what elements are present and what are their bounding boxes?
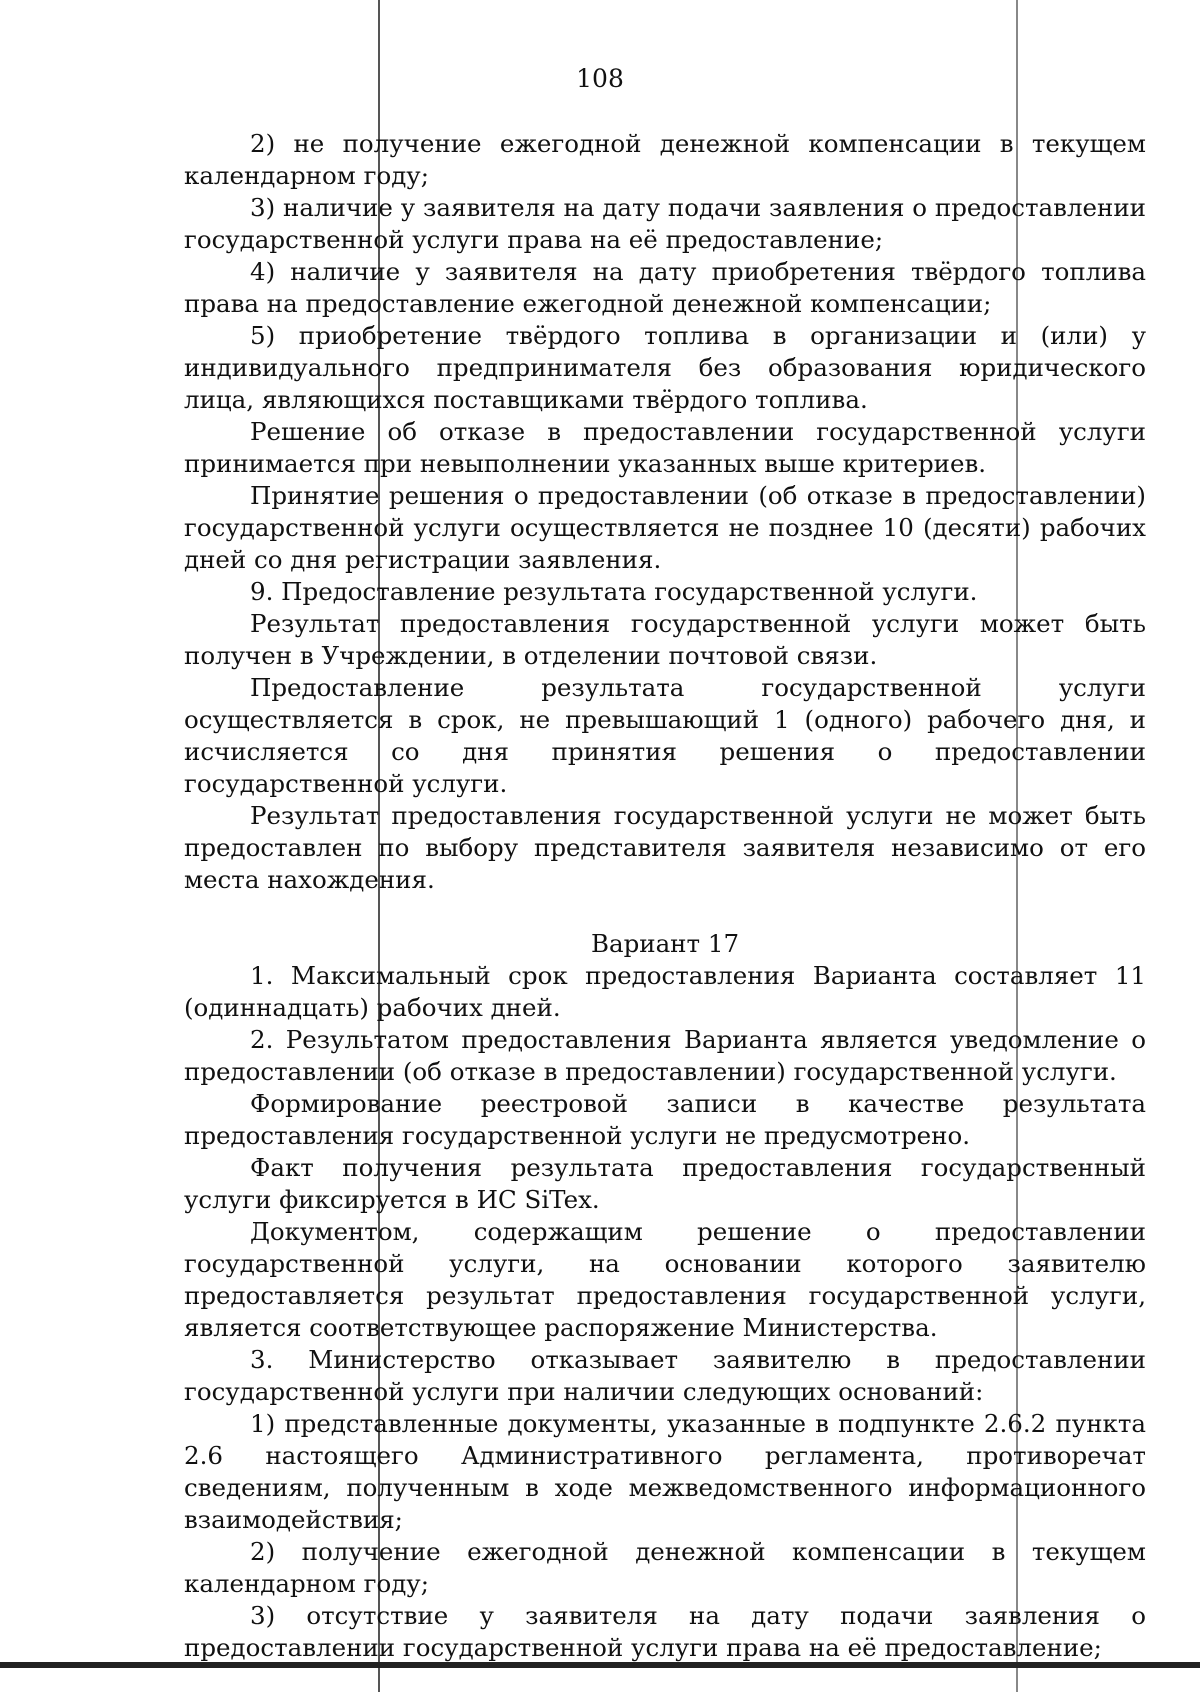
paragraph: 1) представленные документы, указанные в подпункте 2.6.2 пункта 2.6 настоящего Административного регламента, противоречат сведениям, полученным в ходе межведомственного информационного взаимодействия;	[184, 1409, 1146, 1534]
paragraph: Формирование реестровой записи в качестве результата предоставления государственной услуги не предусмотрено.	[184, 1089, 1146, 1150]
paragraph: 3) отсутствие у заявителя на дату подачи заявления о предоставлении государственной услуги права на её предоставление;	[184, 1601, 1146, 1662]
paragraph: 2. Результатом предоставления Варианта является уведомление о предоставлении (об отказе в предоставлении) государственной услуги.	[184, 1025, 1146, 1086]
paragraph: 5) приобретение твёрдого топлива в организации и (или) у индивидуального предпринимателя без образования юридического лица, являющихся поставщиками твёрдого топлива.	[184, 321, 1146, 414]
paragraph: 9. Предоставление результата государственной услуги.	[250, 577, 978, 606]
paragraph: Результат предоставления государственной услуги может быть получен в Учреждении, в отделении почтовой связи.	[184, 609, 1146, 670]
paragraph: Результат предоставления государственной услуги не может быть предоставлен по выбору представителя заявителя независимо от его места нахождения.	[184, 801, 1146, 894]
document-body	[184, 128, 1146, 1664]
section-heading: Вариант 17	[590, 929, 740, 958]
paragraph: 4) наличие у заявителя на дату приобретения твёрдого топлива права на предоставление ежегодной денежной компенсации;	[184, 257, 1146, 318]
paragraph: 1. Максимальный срок предоставления Варианта составляет 11 (одиннадцать) рабочих дней.	[184, 961, 1146, 1022]
page-number: 108	[576, 64, 624, 93]
scan-bottom-edge	[0, 1662, 1200, 1668]
paragraph: 3) наличие у заявителя на дату подачи заявления о предоставлении государственной услуги права на её предоставление;	[184, 193, 1146, 254]
paragraph: Принятие решения о предоставлении (об отказе в предоставлении) государственной услуги осуществляется не позднее 10 (десяти) рабочих дней со дня регистрации заявления.	[184, 481, 1146, 574]
paragraph: 2) не получение ежегодной денежной компенсации в текущем календарном году;	[184, 129, 1146, 190]
paragraph: Факт получения результата предоставления государственный услуги фиксируется в ИС SiTex.	[184, 1153, 1146, 1214]
paragraph: Решение об отказе в предоставлении государственной услуги принимается при невыполнении указанных выше критериев.	[184, 417, 1146, 478]
paragraph: Предоставление результата государственной услуги осуществляется в срок, не превышающий 1 (одного) рабочего дня, и исчисляется со дня принятия решения о предоставлении государственной услуги.	[184, 673, 1146, 798]
paragraph: 2) получение ежегодной денежной компенсации в текущем календарном году;	[184, 1537, 1146, 1598]
paragraph: Документом, содержащим решение о предоставлении государственной услуги, на основании которого заявителю предоставляется результат предоставления государственной услуги, является соответствующее распоряжение Министерства.	[184, 1217, 1146, 1342]
paragraph: 3. Министерство отказывает заявителю в предоставлении государственной услуги при наличии следующих оснований:	[184, 1345, 1146, 1406]
